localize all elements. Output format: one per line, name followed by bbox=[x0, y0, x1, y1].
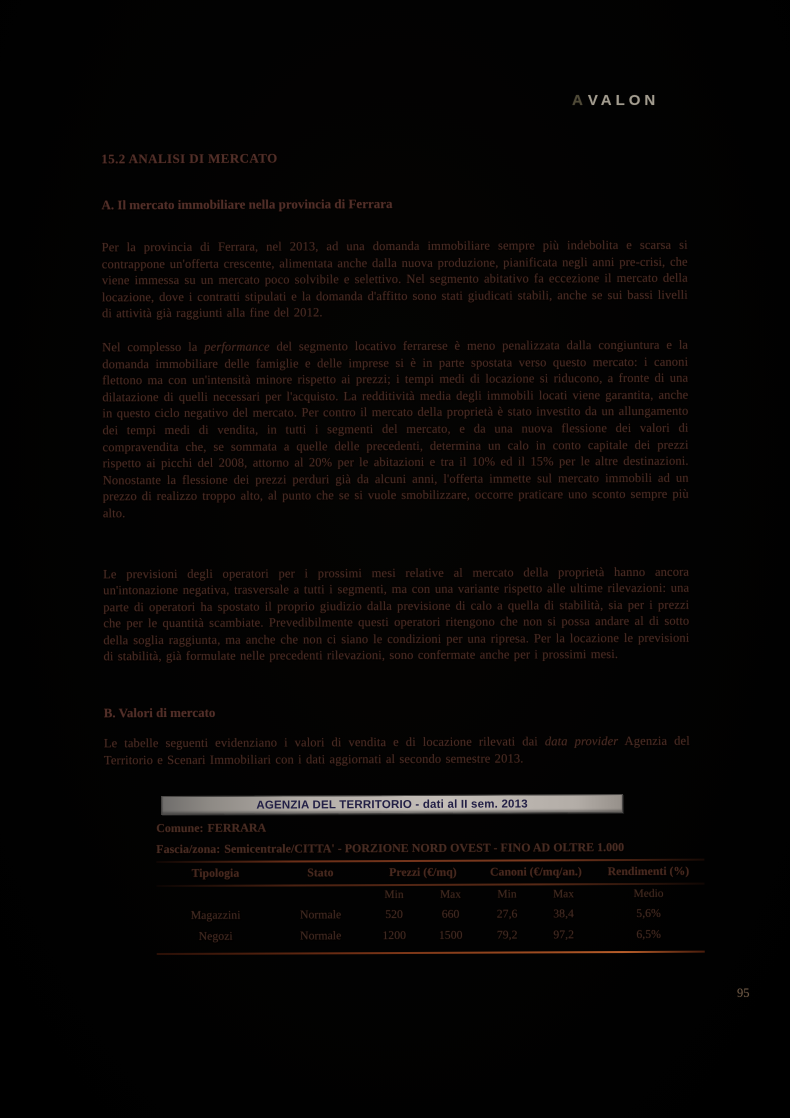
table-rule-bottom bbox=[157, 951, 705, 955]
comune-label: Comune: bbox=[156, 821, 204, 836]
subheader-empty-2 bbox=[274, 892, 366, 898]
subsection-b-title: B. Valori di mercato bbox=[103, 704, 216, 721]
paragraph-market-overview: Per la provincia di Ferrara, nel 2013, ad una domanda immobiliare sempre più indebolita e scarsa si contrappone un'offerta crescente, alimentata anche dalla nuova produzione, pianificata negli anni pre-crisi, che viene immessa su un mercato poco solvibile e selettivo. Nel segmento abitativo fa eccezione il mercato della locazione, dove i contratti stipulati e la domanda d'affitto sono stati giudicati stabili, anche se sui bassi livelli di attività già raggiunti alla fine del 2012. bbox=[101, 237, 688, 321]
table-header-row bbox=[156, 861, 704, 884]
paragraph-table-intro bbox=[104, 733, 690, 769]
paragraph-performance-part2: del segmento locativo ferrarese è meno penalizzata dalla congiuntura e la domanda immobiliare delle famiglie e delle imprese si è in parte spostata verso questo mercato: i canoni flettono ma con un'intensità minore rispetto ai prezzi; i tempi medi di locazione si riducono, a fronte di una dilatazione di quelli necessari per l'acquisto. La redditività media degli immobili locati viene garantita, anche in questo ciclo negativo del mercato. Per contro il mercato della proprietà è stato investito da un allungamento dei tempi medi di vendita, in tutti i segmenti del mercato, e da una nuova flessione dei valori di compravendita che, se sommata a quelle delle precedenti, determina un calo in conto capitale dei prezzi rispetto ai picchi del 2008, attorno al 20% per le abitazioni e tra il 10% ed il 15% per le altre destinazioni. Nonostante la flessione dei prezzi perduri già da alcuni anni, l'offerta immette sul mercato immobili ad un prezzo di realizzo troppo alto, al punto che se si vuole smobilizzare, occorre praticare uno sconto sempre più alto. bbox=[102, 337, 689, 521]
cell-prezzo-min: 520 bbox=[385, 907, 403, 922]
market-values-table bbox=[156, 794, 705, 955]
cell-prezzo-max: 1500 bbox=[438, 927, 463, 943]
subheader-prezzi-max: Max bbox=[439, 888, 462, 902]
subsection-a-title: A. Il mercato immobiliare nella provincia di Ferrara bbox=[101, 196, 393, 213]
subheader-canoni-min: Min bbox=[497, 888, 517, 901]
page-number: 95 bbox=[737, 986, 750, 1000]
paragraph-performance-italic: performance bbox=[204, 339, 270, 354]
paragraph-table-intro-part2: Agenzia del Territorio e Scenari Immobiliari con i dati aggiornati al secondo semestre 2013. bbox=[103, 733, 690, 767]
cell-tipologia: Negozi bbox=[198, 928, 233, 944]
cell-tipologia: Magazzini bbox=[190, 907, 241, 923]
avalon-logo-text: VALON bbox=[587, 92, 660, 109]
paragraph-performance bbox=[102, 337, 689, 522]
avalon-logo bbox=[572, 92, 659, 109]
table-subheader-row bbox=[156, 885, 704, 905]
cell-prezzo-min: 1200 bbox=[382, 928, 406, 943]
column-header-stato: Stato bbox=[307, 865, 334, 880]
cell-canone-min: 27,6 bbox=[496, 906, 518, 921]
subheader-rendimento-medio: Medio bbox=[633, 888, 664, 901]
subheader-canoni-max: Max bbox=[552, 888, 575, 901]
cell-canone-max: 38,4 bbox=[553, 906, 574, 921]
cell-rendimento: 5,6% bbox=[636, 906, 661, 921]
cell-stato: Normale bbox=[299, 907, 342, 922]
subheader-empty-1 bbox=[156, 893, 274, 900]
table-title-band bbox=[161, 794, 623, 815]
fascia-value: Semicentrale/CITTA' - PORZIONE NORD OVEST - FINO AD OLTRE 1.000 bbox=[224, 840, 625, 857]
cell-canone-max: 97,2 bbox=[553, 927, 575, 942]
column-header-prezzi: Prezzi (€/mq) bbox=[389, 864, 457, 880]
comune-value: FERRARA bbox=[207, 820, 267, 836]
table-title: AGENZIA DEL TERRITORIO - dati al II sem. 2013 bbox=[256, 798, 528, 812]
paragraph-performance-part1: Nel complesso la bbox=[102, 339, 205, 355]
column-header-tipologia: Tipologia bbox=[191, 865, 240, 881]
section-title: 15.2 ANALISI DI MERCATO bbox=[101, 150, 278, 167]
cell-stato: Normale bbox=[300, 928, 342, 943]
avalon-logo-mark: A bbox=[572, 92, 587, 109]
column-header-rendimenti: Rendimenti (%) bbox=[607, 863, 690, 879]
cell-canone-min: 79,2 bbox=[496, 927, 518, 942]
paragraph-table-intro-part1: Le tabelle seguenti evidenziano i valori di vendita e di locazione rilevati dai bbox=[103, 734, 545, 751]
column-header-canoni: Canoni (€/mq/an.) bbox=[489, 864, 582, 879]
cell-rendimento: 6,5% bbox=[636, 927, 661, 942]
document-content bbox=[101, 149, 691, 956]
table-comune-line bbox=[156, 819, 704, 836]
table-row-magazzini bbox=[157, 903, 705, 926]
cell-prezzo-max: 660 bbox=[441, 906, 460, 922]
subheader-prezzi-min: Min bbox=[384, 889, 404, 902]
fascia-label: Fascia/zona: bbox=[156, 842, 221, 857]
paragraph-table-intro-italic: data provider bbox=[544, 734, 619, 749]
table-fascia-line bbox=[156, 840, 704, 857]
table-row-negozi bbox=[157, 924, 705, 947]
paragraph-forecast: Le previsioni degli operatori per i prossimi mesi relative al mercato della proprietà hanno ancora un'intonazione negativa, trasversale a tutti i segmenti, ma con una variante rispetto alle ultime rilevazioni: una parte di operatori ha spostato il proprio giudizio dalla previsione di calo a quella di stabilità, sia per i prezzi che per le quantità scambiate. Prevedibilmente questi operatori ritengono che non si possa andare al di sotto della soglia raggiunta, ma anche che non ci siano le condizioni per una ripresa. Per la locazione le previsioni di stabilità, già formulate nelle precedenti rilevazioni, sono confermate anche per i prossimi mesi. bbox=[103, 564, 690, 664]
